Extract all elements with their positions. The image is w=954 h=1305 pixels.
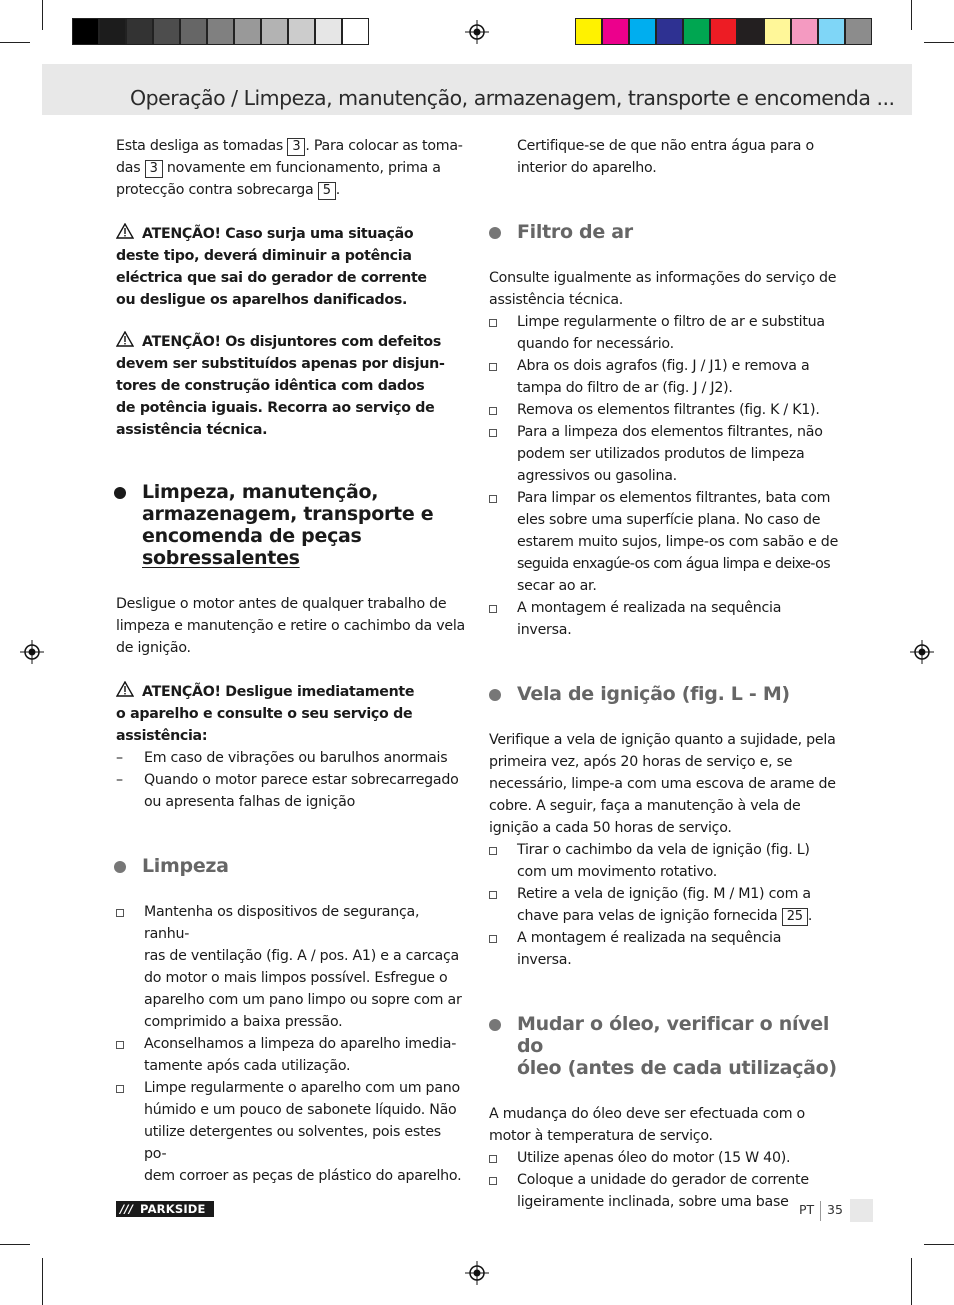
- list-item: [116, 1033, 466, 1077]
- text-line: agressivos ou gasolina.: [517, 468, 677, 484]
- warning-block: [116, 223, 466, 311]
- color-swatch: [818, 18, 845, 45]
- text-line: Retire a vela de ignição (fig. M / M1) com a: [517, 886, 811, 902]
- text-line: limpeza e manutenção e retire o cachimbo da vela: [116, 618, 465, 634]
- checkbox-square-icon: [489, 891, 497, 899]
- text-line: ligeiramente inclinada, sobre uma base: [517, 1194, 789, 1210]
- heading-line: Filtro de ar: [517, 221, 633, 243]
- registration-mark-icon: [465, 1261, 489, 1285]
- right-column: [489, 135, 839, 1213]
- warning-triangle-icon: [116, 681, 134, 697]
- section-intro: [116, 593, 466, 659]
- brand-name: PARKSIDE: [140, 1202, 206, 1216]
- text-line: assistência técnica.: [489, 292, 624, 308]
- list-item: [489, 311, 839, 355]
- text-line: estarem muito sujos, limpe-os com sabão e de: [517, 534, 839, 550]
- oil-list: [489, 1147, 839, 1213]
- text-line: podem ser utilizados produtos de limpeza: [517, 446, 805, 462]
- text-line: eles sobre uma superfície plana. No caso de: [517, 512, 821, 528]
- registration-mark-icon: [20, 640, 44, 664]
- warning-text: deste tipo, deverá diminuir a potência: [116, 248, 412, 264]
- warning-block: [116, 681, 466, 747]
- text: .: [335, 182, 340, 198]
- reference-number: 3: [145, 160, 163, 178]
- text-line: Mantenha os dispositivos de segurança, ranhu-: [144, 904, 420, 942]
- section-intro: [489, 1103, 839, 1147]
- checkbox-square-icon: [489, 847, 497, 855]
- color-swatch: [72, 18, 99, 45]
- text-line: A mudança do óleo deve ser efectuada com o: [489, 1106, 805, 1122]
- color-swatch: [737, 18, 764, 45]
- heading-line: sobressalentes: [142, 547, 300, 569]
- text-line: Quando o motor parece estar sobrecarregado: [144, 772, 459, 788]
- logo-stripes-icon: ///: [120, 1202, 134, 1216]
- text-line: tampa do filtro de ar (fig. J / J2).: [517, 380, 733, 396]
- spark-list: [489, 839, 839, 971]
- crop-mark: [911, 0, 912, 30]
- text-line: do motor o mais limpos possível. Esfregue o: [144, 970, 448, 986]
- continuation-text: [489, 135, 839, 179]
- text: das: [116, 160, 141, 176]
- footer-divider: [820, 1201, 821, 1221]
- registration-mark-icon: [910, 640, 934, 664]
- text-line: quando for necessário.: [517, 336, 674, 352]
- text-line: comprimido a baixa pressão.: [144, 1014, 343, 1030]
- warning-text: devem ser substituídos apenas por disjun-: [116, 356, 445, 372]
- text: novamente em funcionamento, prima a: [166, 160, 441, 176]
- section-heading: [114, 855, 466, 877]
- bullet-dot-icon: [114, 861, 126, 873]
- warning-text: o aparelho e consulte o seu serviço de: [116, 706, 413, 722]
- text-line: motor à temperatura de serviço.: [489, 1128, 713, 1144]
- text-line: necessário, limpe-a com uma escova de arame de: [489, 776, 836, 792]
- crop-mark: [0, 42, 30, 43]
- section-heading: [114, 481, 466, 569]
- checkbox-square-icon: [489, 319, 497, 327]
- text-line: Desligue o motor antes de qualquer trabalho de: [116, 596, 447, 612]
- section-heading: [489, 221, 839, 243]
- warning-triangle-icon: [116, 223, 134, 239]
- text-line: [517, 905, 839, 927]
- grey-swatch-bar: [72, 18, 369, 45]
- text: .: [807, 908, 813, 924]
- list-item: [489, 927, 839, 971]
- dash-list: [116, 747, 466, 813]
- color-swatch: [791, 18, 818, 45]
- color-swatch: [315, 18, 342, 45]
- warning-text: assistência técnica.: [116, 422, 268, 438]
- text-line: Para a limpeza dos elementos filtrantes, não: [517, 424, 823, 440]
- warning-triangle-icon: [116, 331, 134, 347]
- checkbox-square-icon: [489, 1177, 497, 1185]
- reference-number: 5: [318, 182, 336, 200]
- section-intro: [489, 267, 839, 311]
- text-line: seguida enxagúe-os com água limpa e deixe-os: [517, 556, 831, 572]
- bullet-dot-icon: [114, 487, 126, 499]
- section-heading: [489, 683, 839, 705]
- text-line: Tirar o cachimbo da vela de ignição (fig. L): [517, 842, 810, 858]
- text-line: Aconselhamos a limpeza do aparelho imedia-: [144, 1036, 457, 1052]
- checkbox-square-icon: [116, 1041, 124, 1049]
- list-item: [489, 597, 839, 641]
- warning-text: ATENÇÃO! Desligue imediatamente: [142, 684, 415, 700]
- bullet-dot-icon: [489, 689, 501, 701]
- text-line: interior do aparelho.: [517, 160, 657, 176]
- text-line: com um movimento rotativo.: [517, 864, 718, 880]
- language-code: PT: [799, 1202, 815, 1217]
- registration-mark-icon: [465, 20, 489, 44]
- color-swatch: [207, 18, 234, 45]
- section-intro: [489, 729, 839, 839]
- color-swatch: [234, 18, 261, 45]
- page-number-box: [850, 1199, 873, 1222]
- color-swatch: [126, 18, 153, 45]
- list-item: [489, 399, 839, 421]
- text: chave para velas de ignição fornecida: [517, 908, 778, 924]
- air-filter-list: [489, 311, 839, 641]
- text-line: ignição a cada 50 horas de serviço.: [489, 820, 732, 836]
- text-line: dem corroer as peças de plástico do aparelho.: [144, 1168, 462, 1184]
- list-item: [489, 1169, 839, 1213]
- text-line: Remova os elementos filtrantes (fig. K / K1).: [517, 402, 820, 418]
- list-item: [116, 747, 466, 769]
- warning-block: [116, 331, 466, 441]
- color-swatch: [764, 18, 791, 45]
- text-line: secar ao ar.: [517, 578, 597, 594]
- text-line: de ignição.: [116, 640, 191, 656]
- text-line: Para limpar os elementos filtrantes, bata com: [517, 490, 831, 506]
- heading-line: óleo (antes de cada utilização): [517, 1057, 837, 1079]
- checkbox-square-icon: [489, 605, 497, 613]
- checkbox-square-icon: [489, 407, 497, 415]
- color-swatch: [99, 18, 126, 45]
- text: . Para colocar as toma-: [305, 138, 463, 154]
- color-swatch-bar: [575, 18, 872, 45]
- crop-mark: [42, 0, 43, 30]
- text-line: aparelho com um pano limpo ou sopre com ar: [144, 992, 462, 1008]
- warning-text: assistência:: [116, 728, 208, 744]
- heading-line: Vela de ignição (fig. L - M): [517, 683, 790, 705]
- color-swatch: [683, 18, 710, 45]
- text-line: ou apresenta falhas de ignição: [144, 794, 356, 810]
- brand-logo: [116, 1201, 214, 1217]
- checkbox-square-icon: [489, 935, 497, 943]
- text-line: Coloque a unidade do gerador de corrente: [517, 1172, 809, 1188]
- color-swatch: [602, 18, 629, 45]
- warning-text: ATENÇÃO! Caso surja uma situação: [142, 226, 414, 242]
- warning-text: tores de construção idêntica com dados: [116, 378, 425, 394]
- heading-line: Limpeza: [142, 855, 229, 877]
- crop-mark: [924, 42, 954, 43]
- text: protecção contra sobrecarga: [116, 182, 314, 198]
- text-line: Limpe regularmente o filtro de ar e substitua: [517, 314, 825, 330]
- checkbox-square-icon: [489, 1155, 497, 1163]
- section-heading: [489, 1013, 839, 1079]
- list-item: [489, 355, 839, 399]
- text-line: primeira vez, após 20 horas de serviço e, se: [489, 754, 793, 770]
- heading-line: Limpeza, manutenção,: [142, 481, 379, 503]
- color-swatch: [629, 18, 656, 45]
- text-line: húmido e um pouco de sabonete líquido. Não: [144, 1102, 457, 1118]
- checkbox-square-icon: [116, 1085, 124, 1093]
- list-item: [489, 883, 839, 927]
- color-swatch: [153, 18, 180, 45]
- cleaning-list: [116, 901, 466, 1187]
- list-item: [116, 1077, 466, 1187]
- warning-text: ATENÇÃO! Os disjuntores com defeitos: [142, 334, 441, 350]
- reference-number: 3: [287, 138, 305, 156]
- list-item: [489, 1147, 839, 1169]
- warning-text: ou desligue os aparelhos danificados.: [116, 292, 408, 308]
- left-column: [116, 135, 466, 1187]
- page-title: Operação / Limpeza, manutenção, armazenagem, transporte e encomenda ...: [130, 86, 895, 110]
- crop-mark: [911, 1258, 912, 1305]
- dash-marker: –: [116, 750, 123, 766]
- heading-line: encomenda de peças: [142, 525, 362, 547]
- list-item: [116, 901, 466, 1033]
- text-line: A montagem é realizada na sequência inversa.: [517, 600, 782, 638]
- checkbox-square-icon: [489, 495, 497, 503]
- text-line: Consulte igualmente as informações do serviço de: [489, 270, 837, 286]
- color-swatch: [180, 18, 207, 45]
- crop-mark: [924, 1244, 954, 1245]
- checkbox-square-icon: [489, 429, 497, 437]
- text-line: Verifique a vela de ignição quanto a sujidade, pela: [489, 732, 836, 748]
- color-swatch: [261, 18, 288, 45]
- heading-line: armazenagem, transporte e: [142, 503, 434, 525]
- color-swatch: [710, 18, 737, 45]
- crop-mark: [42, 1258, 43, 1305]
- checkbox-square-icon: [489, 363, 497, 371]
- list-item: [116, 769, 466, 813]
- text-line: cobre. A seguir, faça a manutenção à vela de: [489, 798, 801, 814]
- text-line: Limpe regularmente o aparelho com um pano: [144, 1080, 460, 1096]
- text-line: A montagem é realizada na sequência inversa.: [517, 930, 782, 968]
- page-number: 35: [827, 1202, 843, 1217]
- color-swatch: [342, 18, 369, 45]
- text-line: Certifique-se de que não entra água para o: [517, 138, 814, 154]
- bullet-dot-icon: [489, 1019, 501, 1031]
- color-swatch: [288, 18, 315, 45]
- intro-paragraph: [116, 135, 466, 201]
- crop-mark: [0, 1244, 30, 1245]
- text-line: Em caso de vibrações ou barulhos anormais: [144, 750, 448, 766]
- text-line: utilize detergentes ou solventes, pois estes po-: [144, 1124, 441, 1162]
- text-line: Abra os dois agrafos (fig. J / J1) e remova a: [517, 358, 810, 374]
- dash-marker: –: [116, 772, 123, 788]
- text: Esta desliga as tomadas: [116, 138, 284, 154]
- bullet-dot-icon: [489, 227, 501, 239]
- text-line: tamente após cada utilização.: [144, 1058, 351, 1074]
- text-line: ras de ventilação (fig. A / pos. A1) e a carcaça: [144, 948, 459, 964]
- warning-text: eléctrica que sai do gerador de corrente: [116, 270, 427, 286]
- color-swatch: [656, 18, 683, 45]
- checkbox-square-icon: [116, 909, 124, 917]
- color-swatch: [575, 18, 602, 45]
- list-item: [489, 839, 839, 883]
- color-swatch: [845, 18, 872, 45]
- text-line: Utilize apenas óleo do motor (15 W 40).: [517, 1150, 791, 1166]
- warning-text: de potência iguais. Recorra ao serviço de: [116, 400, 435, 416]
- list-item: [489, 487, 839, 597]
- heading-line: Mudar o óleo, verificar o nível do: [517, 1013, 830, 1057]
- reference-number: 25: [782, 908, 808, 926]
- list-item: [489, 421, 839, 487]
